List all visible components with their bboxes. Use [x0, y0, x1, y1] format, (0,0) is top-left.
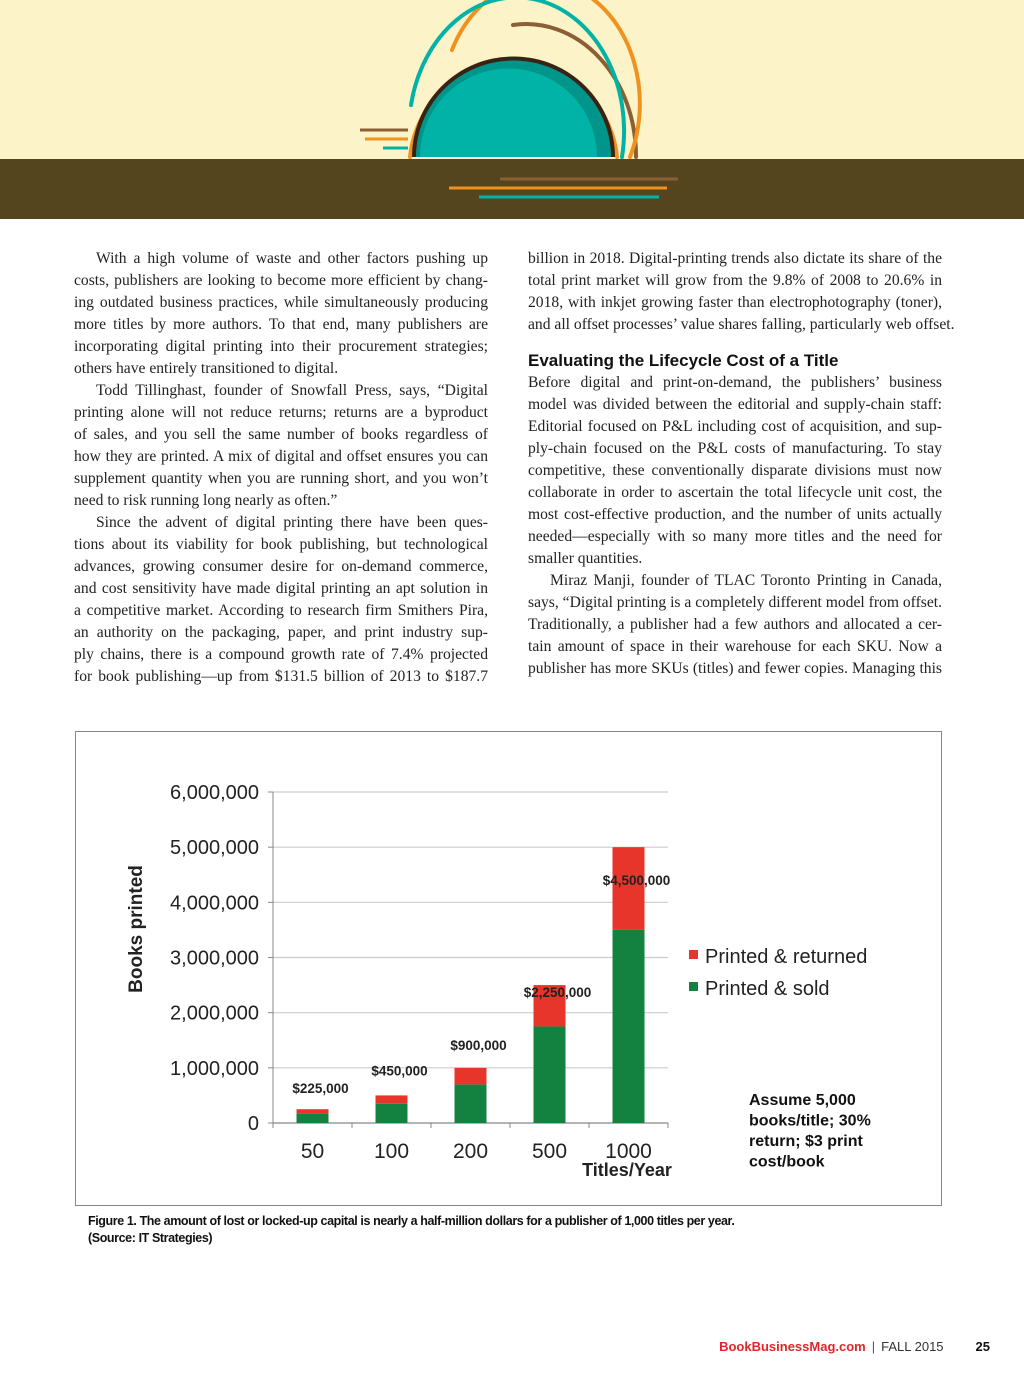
y-tick-label: 2,000,000 [170, 1002, 259, 1025]
y-tick-label: 1,000,000 [170, 1057, 259, 1080]
bar-sold [376, 1104, 408, 1123]
data-label: $900,000 [450, 1037, 507, 1053]
x-tick-label: 1000 [605, 1140, 652, 1163]
text-line: Before digital and print-on-demand, the publishers’ business [528, 374, 942, 391]
chart-assumption-note: cost/book [749, 1153, 825, 1171]
x-tick-label: 200 [452, 1140, 489, 1163]
x-tick-label: 500 [531, 1140, 568, 1163]
y-tick-label: 3,000,000 [170, 947, 259, 970]
bar-returned [613, 847, 645, 930]
text-line: an authority on the packaging, paper, and print industry sup- [74, 624, 488, 641]
y-tick-label: 5,000,000 [170, 837, 259, 860]
legend-label: Printed & returned [705, 946, 868, 968]
left-text-column [74, 248, 488, 688]
footer-separator: | [871, 1339, 876, 1354]
figure-1-chart [75, 731, 942, 1206]
text-line: tions about its viability for book publishing, but technological [74, 536, 488, 553]
text-line: 2018, with inkjet growing faster than electrophotography (toner), [528, 294, 942, 311]
caption-line-1: Figure 1. The amount of lost or locked-up capital is nearly a half-million dollars for a publisher of 1,000 titles per year. [88, 1214, 735, 1228]
text-line: smaller quantities. [528, 550, 643, 567]
text-line: ing outdated business practices, while simultaneously producing [74, 294, 488, 311]
section-heading: Evaluating the Lifecycle Cost of a Title [528, 351, 839, 370]
legend-swatch [689, 982, 698, 991]
bar-sold [613, 930, 645, 1123]
text-line: others have entirely transitioned to digital. [74, 360, 339, 377]
bar-sold [455, 1084, 487, 1123]
page-number: 25 [975, 1339, 990, 1354]
text-line: for book publishing—up from $131.5 billion of 2013 to $187.7 [74, 668, 488, 685]
x-tick-label: 50 [300, 1140, 325, 1163]
y-tick-label: 0 [247, 1113, 259, 1135]
text-line: ply-chain focused on the P&L costs of manufacturing. To stay [528, 440, 942, 457]
legend-label: Printed & sold [705, 978, 830, 1000]
text-line: advances, growing consumer desire for on-demand commerce, [74, 558, 488, 575]
chart-assumption-note: books/title; 30% [749, 1112, 871, 1130]
header-banner-illustration [0, 0, 1024, 220]
text-line: most cost-effective production, and the number of units actually [528, 506, 942, 523]
text-line: With a high volume of waste and other factors pushing up [96, 250, 488, 267]
text-line: billion in 2018. Digital-printing trends also dictate its share of the [528, 250, 942, 267]
text-line: Miraz Manji, founder of TLAC Toronto Printing in Canada, [550, 572, 942, 589]
text-line: ply chains, there is a compound growth rate of 7.4% projected [74, 646, 488, 663]
text-line: Traditionally, a publisher had a few authors and allocated a cer- [528, 616, 942, 633]
bar-sold [297, 1113, 329, 1123]
x-tick-label: 100 [373, 1140, 410, 1163]
y-tick-label: 4,000,000 [170, 892, 259, 915]
text-line: a competitive market. According to research firm Smithers Pira, [74, 602, 488, 619]
text-line: printing alone will not reduce returns; returns are a byproduct [74, 404, 488, 421]
data-label: $450,000 [371, 1063, 428, 1079]
chart-assumption-note: Assume 5,000 [749, 1092, 856, 1109]
text-line: supplement quantity when you are running short, and you won’t [74, 470, 488, 487]
data-label: $225,000 [292, 1081, 349, 1097]
bar-returned [297, 1109, 329, 1113]
text-line: need to risk running long nearly as often.” [74, 492, 338, 509]
text-line: of sales, and you sell the same number of books regardless of [74, 426, 488, 443]
text-line: how they are printed. A mix of digital and offset ensures you can [74, 448, 488, 465]
text-line: model was divided between the editorial and supply-chain staff: [528, 396, 942, 413]
text-line: costs, publishers are looking to become more efficient by chang- [74, 272, 488, 289]
text-line: collaborate in order to ascertain the total lifecycle unit cost, the [528, 484, 942, 501]
y-tick-label: 6,000,000 [170, 782, 259, 804]
legend-swatch [689, 950, 698, 959]
text-line: more titles by more authors. To that end, many publishers are [74, 316, 488, 333]
right-text-column [528, 248, 955, 680]
bar-returned [455, 1068, 487, 1085]
text-line: and cost sensitivity have made digital printing an apt solution in [74, 580, 488, 597]
text-line: competitive, these conventionally disparate divisions must now [528, 462, 942, 479]
text-line: publisher has more SKUs (titles) and fewer copies. Managing this [528, 660, 942, 677]
text-line: total print market will grow from the 9.8% of 2008 to 20.6% in [528, 272, 942, 289]
x-axis-title: Titles/Year [582, 1160, 672, 1180]
data-label: $4,500,000 [602, 873, 671, 889]
text-line: Editorial focused on P&L including cost of acquisition, and sup- [528, 418, 942, 435]
text-line: needed—especially with so many more titles and the need for [528, 528, 942, 545]
bar-sold [534, 1026, 566, 1123]
text-line: Todd Tillinghast, founder of Snowfall Press, says, “Digital [96, 382, 488, 399]
footer-issue: FALL 2015 [881, 1339, 944, 1354]
data-label: $2,250,000 [523, 985, 592, 1001]
text-line: says, “Digital printing is a completely different model from offset. [528, 594, 942, 611]
text-line: Since the advent of digital printing there have been ques- [96, 514, 488, 531]
stacked-bar-chart [76, 732, 941, 1205]
bar-returned [376, 1095, 408, 1103]
caption-line-2: (Source: IT Strategies) [88, 1231, 213, 1245]
figure-caption [88, 1213, 734, 1247]
chart-assumption-note: return; $3 print [749, 1133, 863, 1150]
text-line: incorporating digital printing into their procurement strategies; [74, 338, 488, 355]
text-line: tain amount of space in their warehouse for each SKU. Now a [528, 638, 942, 655]
y-axis-title: Books printed [126, 865, 147, 993]
footer-site-link[interactable]: BookBusinessMag.com [719, 1339, 866, 1354]
page-footer [719, 1339, 990, 1354]
text-line: and all offset processes’ value shares falling, particularly web offset. [528, 316, 955, 333]
